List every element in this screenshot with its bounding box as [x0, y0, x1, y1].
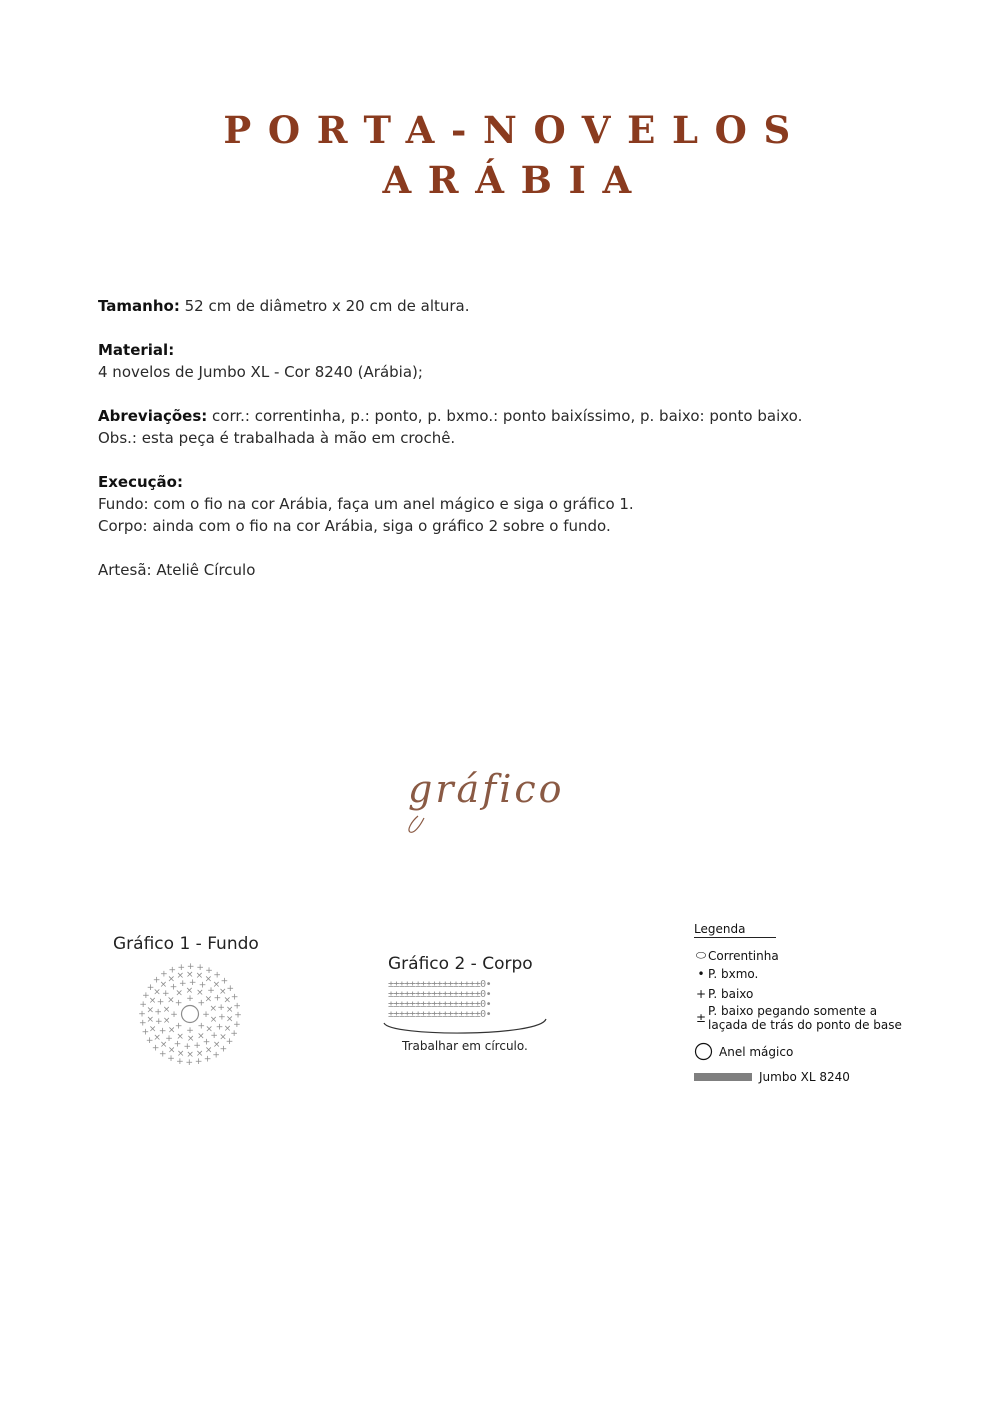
- stitch-symbol: ×: [175, 988, 183, 999]
- stitch-symbol: +: [210, 1031, 218, 1041]
- stitch-symbol: +: [169, 982, 178, 993]
- legend: [694, 922, 924, 1084]
- stitch-symbol: +: [141, 1027, 150, 1038]
- stitch-symbol: ×: [204, 1045, 213, 1056]
- stitch-symbol: +: [162, 989, 170, 999]
- stitch-symbol: +: [234, 1010, 242, 1021]
- stitch-symbol: ×: [219, 987, 227, 998]
- legend-item-label: Correntinha: [708, 948, 779, 963]
- stitch-symbol: +: [183, 1041, 192, 1052]
- stitch-symbol: +: [176, 1056, 184, 1067]
- yarn-swatch-icon: [694, 1073, 752, 1081]
- stitch-symbol: +: [230, 992, 239, 1003]
- legend-item-slip-stitch: [694, 967, 758, 981]
- stitch-symbol: +: [217, 1002, 225, 1013]
- observation: Obs.: esta peça é trabalhada à mão em crochê.: [98, 429, 456, 447]
- stitch-symbol: +: [154, 1007, 162, 1018]
- stitch-symbol: +: [218, 1012, 226, 1023]
- stitch-symbol: +: [138, 1009, 146, 1020]
- stitch-symbol: +: [139, 1018, 147, 1029]
- stitch-row: ±±±±±±±±±±±±±±±±±0•: [388, 979, 491, 990]
- stitch-symbol: +: [202, 1037, 211, 1048]
- stitch-symbol: ×: [167, 1025, 176, 1036]
- size-value: 52 cm de diâmetro x 20 cm de altura.: [179, 297, 470, 315]
- stitch-symbol: +: [213, 970, 221, 981]
- stitch-symbol: +: [230, 1029, 238, 1039]
- stitch-symbol: +: [186, 962, 195, 972]
- stitch-symbol: +: [170, 1010, 178, 1020]
- stitch-symbol: +: [167, 1054, 175, 1065]
- stitch-symbol: +: [233, 1001, 241, 1012]
- script-heading: [380, 760, 620, 850]
- chain-stitch-icon: ⬭: [695, 948, 707, 962]
- stitch-symbol: ×: [225, 1014, 234, 1025]
- stitch-symbol: +: [188, 978, 197, 989]
- stitch-symbol: ×: [176, 971, 185, 982]
- stitch-symbol: +: [186, 1026, 194, 1036]
- script-flourish: [409, 816, 424, 832]
- stitch-symbol: ×: [195, 971, 204, 982]
- stitch-symbol: ×: [225, 1005, 234, 1015]
- stitch-symbol: +: [233, 1020, 241, 1031]
- stitch-symbol: +: [156, 997, 165, 1008]
- stitch-symbol: +: [213, 993, 222, 1004]
- stitch-symbol: ×: [223, 1024, 232, 1034]
- stitch-symbol: +: [160, 969, 168, 980]
- stitch-symbol: ×: [186, 1034, 195, 1044]
- stitch-symbol: ×: [196, 988, 204, 999]
- stitch-symbol: +: [219, 1044, 228, 1055]
- stitch-symbol: ×: [209, 1014, 218, 1025]
- stitch-symbol: +: [177, 962, 186, 973]
- stitch-symbol: ×: [148, 1024, 157, 1035]
- legend-item-single-crochet: [694, 987, 753, 1001]
- stitch-symbol: ×: [153, 987, 161, 998]
- stitch-symbol: +: [146, 982, 155, 993]
- back-loop-single-crochet-icon: ±: [695, 1011, 707, 1025]
- execution-step-1: Fundo: com o fio na cor Arábia, faça um anel mágico e siga o gráfico 1.: [98, 495, 634, 513]
- chart-2-caption: Trabalhar em círculo.: [402, 1039, 528, 1053]
- chart-2-title: Gráfico 2 - Corpo: [388, 954, 533, 974]
- magic-ring-center: [182, 1006, 199, 1023]
- stitch-symbol: ×: [146, 1015, 155, 1025]
- stitch-symbol: ×: [167, 995, 175, 1006]
- single-crochet-icon: +: [695, 987, 707, 1001]
- stitch-symbol: ×: [197, 1031, 205, 1042]
- artisan-credit: Artesã: Ateliê Círculo: [98, 561, 256, 579]
- legend-item-label-line-1: P. baixo pegando somente a: [708, 1004, 878, 1018]
- stitch-symbol: +: [173, 1039, 182, 1050]
- stitch-symbol: +: [139, 999, 147, 1010]
- stitch-symbol: ×: [209, 1004, 218, 1015]
- stitch-symbol: ×: [146, 1005, 155, 1016]
- stitch-symbol: +: [142, 991, 150, 1001]
- stitch-symbol: +: [205, 965, 213, 976]
- stitch-symbol: +: [168, 965, 177, 976]
- page-title-line-1: PORTA-NOVELOS: [223, 108, 807, 152]
- stitch-symbol: ×: [162, 1015, 171, 1026]
- legend-item-magic-ring: [694, 1042, 793, 1061]
- stitch-symbol: ×: [167, 974, 176, 985]
- abbreviations-value: corr.: correntinha, p.: ponto, p. bxmo.: ponto baixíssimo, p. baixo: ponto baixo.: [207, 407, 803, 425]
- stitch-symbol: +: [155, 1017, 163, 1028]
- stitch-symbol: +: [179, 978, 187, 989]
- legend-item-label-line-2: laçada de trás do ponto de base: [708, 1018, 902, 1032]
- stitch-symbol: ×: [212, 979, 221, 990]
- stitch-symbol: ×: [176, 1048, 185, 1059]
- stitch-row: ±±±±±±±±±±±±±±±±±0•: [388, 999, 491, 1010]
- chart-1-round-diagram: [130, 955, 250, 1075]
- chart-1-title: Gráfico 1 - Fundo: [113, 934, 259, 954]
- size-line: [98, 295, 918, 317]
- stitch-symbol: ×: [205, 1024, 213, 1035]
- legend-item-label: P. baixo: [708, 987, 754, 1001]
- size-label: Tamanho:: [98, 297, 180, 315]
- stitch-symbol: ×: [204, 994, 213, 1005]
- stitch-symbol: +: [197, 998, 206, 1009]
- slip-stitch-icon: •: [697, 967, 705, 981]
- stitch-symbol: +: [198, 980, 207, 991]
- stitch-symbol: +: [194, 1057, 203, 1068]
- stitch-symbol: +: [151, 1043, 160, 1054]
- stitch-symbol: +: [225, 1037, 234, 1048]
- stitch-symbol: ×: [223, 995, 232, 1006]
- stitch-symbol: +: [158, 1026, 167, 1037]
- legend-item-label: Anel mágico: [719, 1044, 794, 1059]
- stitch-symbol: ×: [185, 986, 194, 996]
- stitch-symbol: +: [174, 1021, 183, 1032]
- stitch-symbol: +: [159, 1049, 167, 1060]
- stitch-symbol: +: [186, 994, 194, 1004]
- stitch-symbol: +: [165, 1034, 173, 1045]
- stitch-symbol: +: [152, 975, 161, 986]
- legend-item-label: Jumbo XL 8240: [759, 1070, 850, 1084]
- stitch-symbol: +: [174, 998, 183, 1009]
- stitch-symbol: ×: [159, 980, 168, 991]
- stitch-symbol: +: [215, 1022, 224, 1033]
- stitch-symbol: ×: [176, 1031, 184, 1042]
- stitch-symbol: ×: [162, 1005, 171, 1016]
- page-title-line-2: ARÁBIA: [382, 158, 648, 202]
- magic-ring-icon: [694, 1042, 713, 1061]
- stitch-symbol: +: [202, 1010, 210, 1020]
- stitch-symbol: +: [226, 983, 235, 994]
- material-label: Material:: [98, 341, 175, 359]
- stitch-row: ±±±±±±±±±±±±±±±±±0•: [388, 989, 491, 1000]
- abbreviations-line: [98, 405, 918, 427]
- pattern-details: [98, 295, 918, 581]
- stitch-symbol: ×: [148, 996, 157, 1006]
- stitch-symbol: +: [185, 1058, 194, 1068]
- stitch-row: ±±±±±±±±±±±±±±±±±0•: [388, 1009, 491, 1020]
- stitch-symbol: +: [207, 985, 215, 996]
- stitch-symbol: ×: [219, 1032, 227, 1043]
- stitch-symbol: ×: [153, 1032, 161, 1043]
- material-value: 4 novelos de Jumbo XL - Cor 8240 (Arábia);: [98, 363, 423, 381]
- stitch-symbol: +: [193, 1041, 201, 1052]
- stitch-symbol: ×: [186, 970, 194, 980]
- legend-item-label: P. bxmo.: [708, 967, 759, 981]
- stitch-symbol: ×: [212, 1039, 221, 1050]
- legend-item-yarn: [694, 1070, 850, 1084]
- stitch-symbol: +: [212, 1050, 220, 1061]
- stitch-symbol: +: [197, 1021, 206, 1032]
- circular-bracket: [384, 1019, 546, 1033]
- stitch-symbol: +: [196, 963, 204, 974]
- stitch-symbol: +: [203, 1054, 212, 1065]
- stitch-symbol: ×: [195, 1048, 204, 1059]
- stitch-symbol: +: [145, 1036, 154, 1047]
- execution-step-2: Corpo: ainda com o fio na cor Arábia, siga o gráfico 2 sobre o fundo.: [98, 517, 611, 535]
- abbreviations-label: Abreviações:: [98, 407, 208, 425]
- execution-label: Execução:: [98, 473, 183, 491]
- stitch-symbol: ×: [167, 1045, 176, 1056]
- chart-2-rows-diagram: [380, 975, 560, 1037]
- stitch-symbol: ×: [186, 1050, 194, 1060]
- legend-item-chain: [694, 948, 779, 963]
- stitch-symbol: ×: [204, 974, 213, 985]
- stitch-symbol: ×: [159, 1040, 168, 1051]
- script-heading-text: gráfico: [408, 767, 565, 811]
- legend-item-back-loop: [694, 1004, 902, 1032]
- legend-title: Legenda: [694, 922, 776, 938]
- stitch-symbol: +: [220, 976, 229, 987]
